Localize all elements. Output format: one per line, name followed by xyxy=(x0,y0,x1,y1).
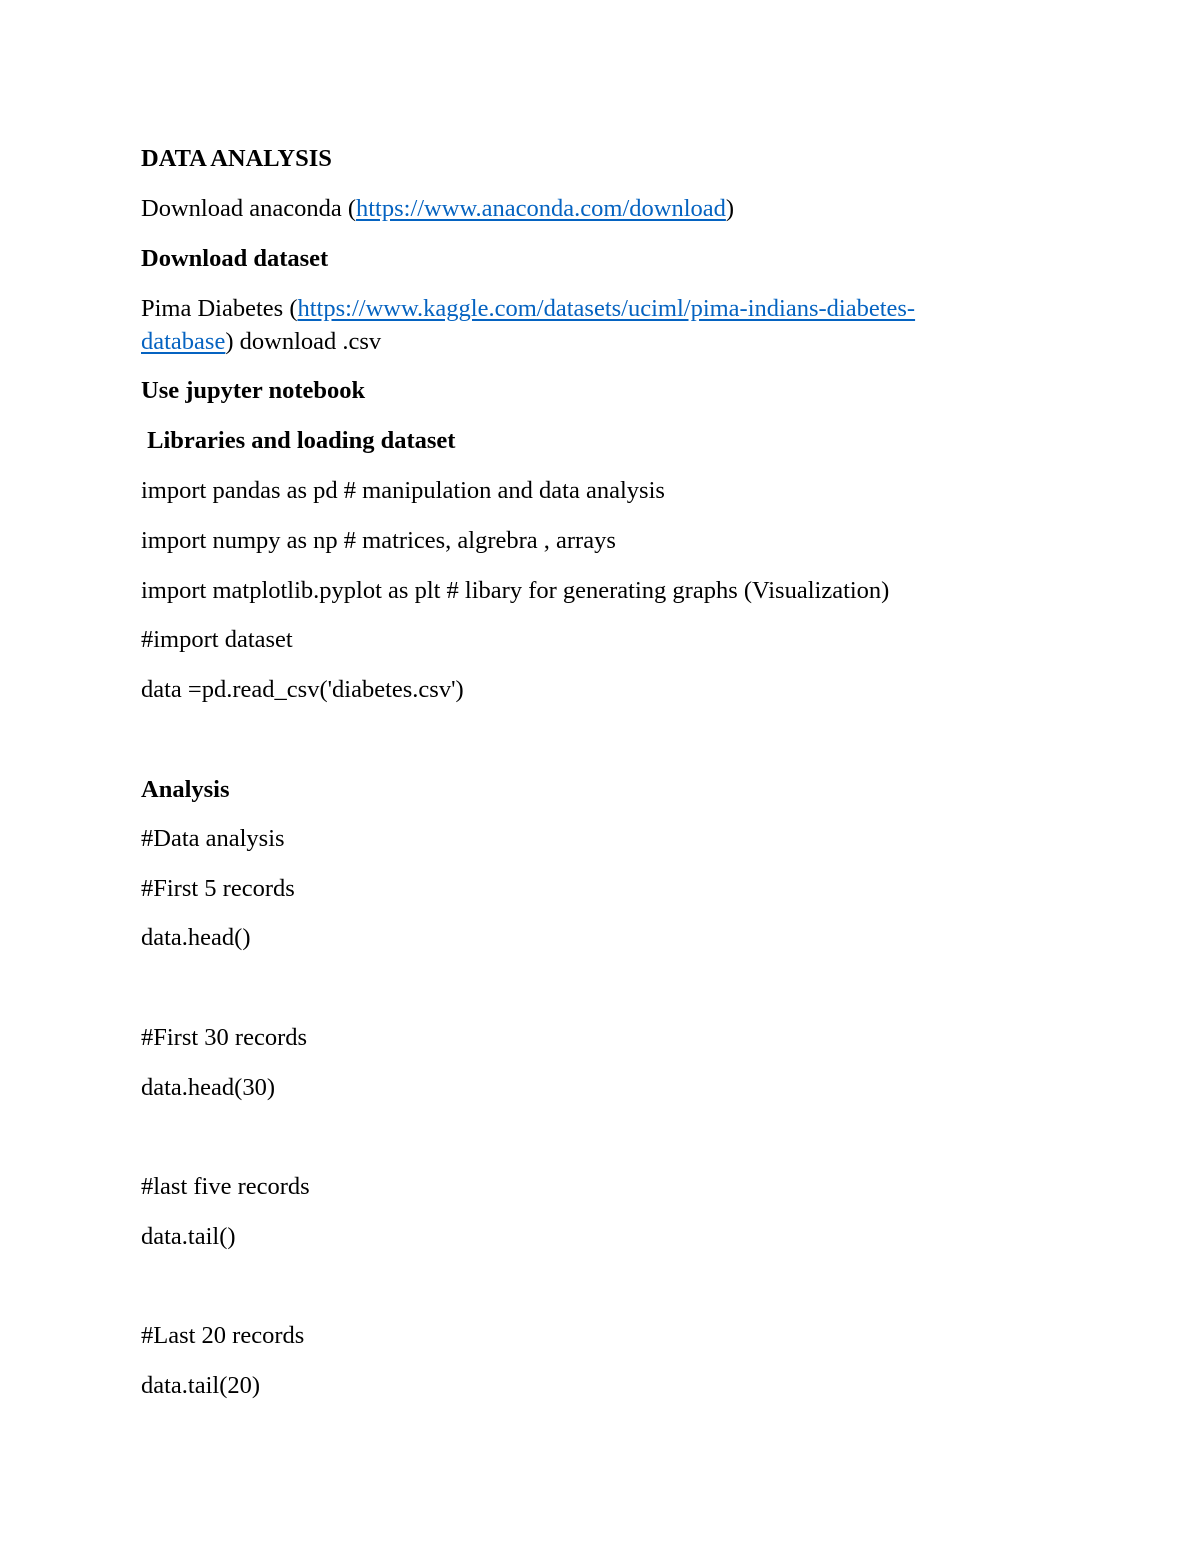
pima-line-2 xyxy=(141,325,381,358)
code-line-import-comment: #import dataset xyxy=(141,626,293,653)
pima-suffix: ) download .csv xyxy=(225,328,382,355)
pima-link-part2[interactable]: database xyxy=(141,328,226,355)
dataset-heading: Download dataset xyxy=(141,245,329,272)
analysis-line-head30: data.head(30) xyxy=(141,1074,275,1101)
analysis-heading: Analysis xyxy=(141,776,230,803)
anaconda-suffix: ) xyxy=(725,195,735,222)
analysis-line-data-analysis: #Data analysis xyxy=(141,825,285,852)
analysis-line-last20-comment: #Last 20 records xyxy=(141,1322,305,1349)
libraries-heading: Libraries and loading dataset xyxy=(141,427,456,454)
analysis-line-first30-comment: #First 30 records xyxy=(141,1024,308,1051)
pima-line-1 xyxy=(141,292,915,325)
anaconda-line xyxy=(141,192,734,225)
analysis-line-head: data.head() xyxy=(141,924,251,951)
document-title: DATA ANALYSIS xyxy=(141,145,332,172)
jupyter-heading: Use jupyter notebook xyxy=(141,377,366,404)
anaconda-prefix: Download anaconda ( xyxy=(141,195,356,222)
analysis-line-tail: data.tail() xyxy=(141,1223,236,1250)
code-line-matplotlib: import matplotlib.pyplot as plt # libary for generating graphs (Visualization) xyxy=(141,577,890,604)
pima-prefix: Pima Diabetes ( xyxy=(141,295,298,322)
code-line-numpy: import numpy as np # matrices, algrebra , arrays xyxy=(141,527,616,554)
analysis-line-last5-comment: #last five records xyxy=(141,1173,310,1200)
analysis-line-first5-comment: #First 5 records xyxy=(141,875,295,902)
analysis-line-tail20: data.tail(20) xyxy=(141,1372,261,1399)
code-line-pandas: import pandas as pd # manipulation and data analysis xyxy=(141,477,665,504)
pima-link-part1[interactable]: https://www.kaggle.com/datasets/uciml/pima-indians-diabetes- xyxy=(297,295,916,322)
code-line-read-csv: data =pd.read_csv('diabetes.csv') xyxy=(141,676,464,703)
anaconda-link[interactable]: https://www.anaconda.com/download xyxy=(355,195,726,222)
